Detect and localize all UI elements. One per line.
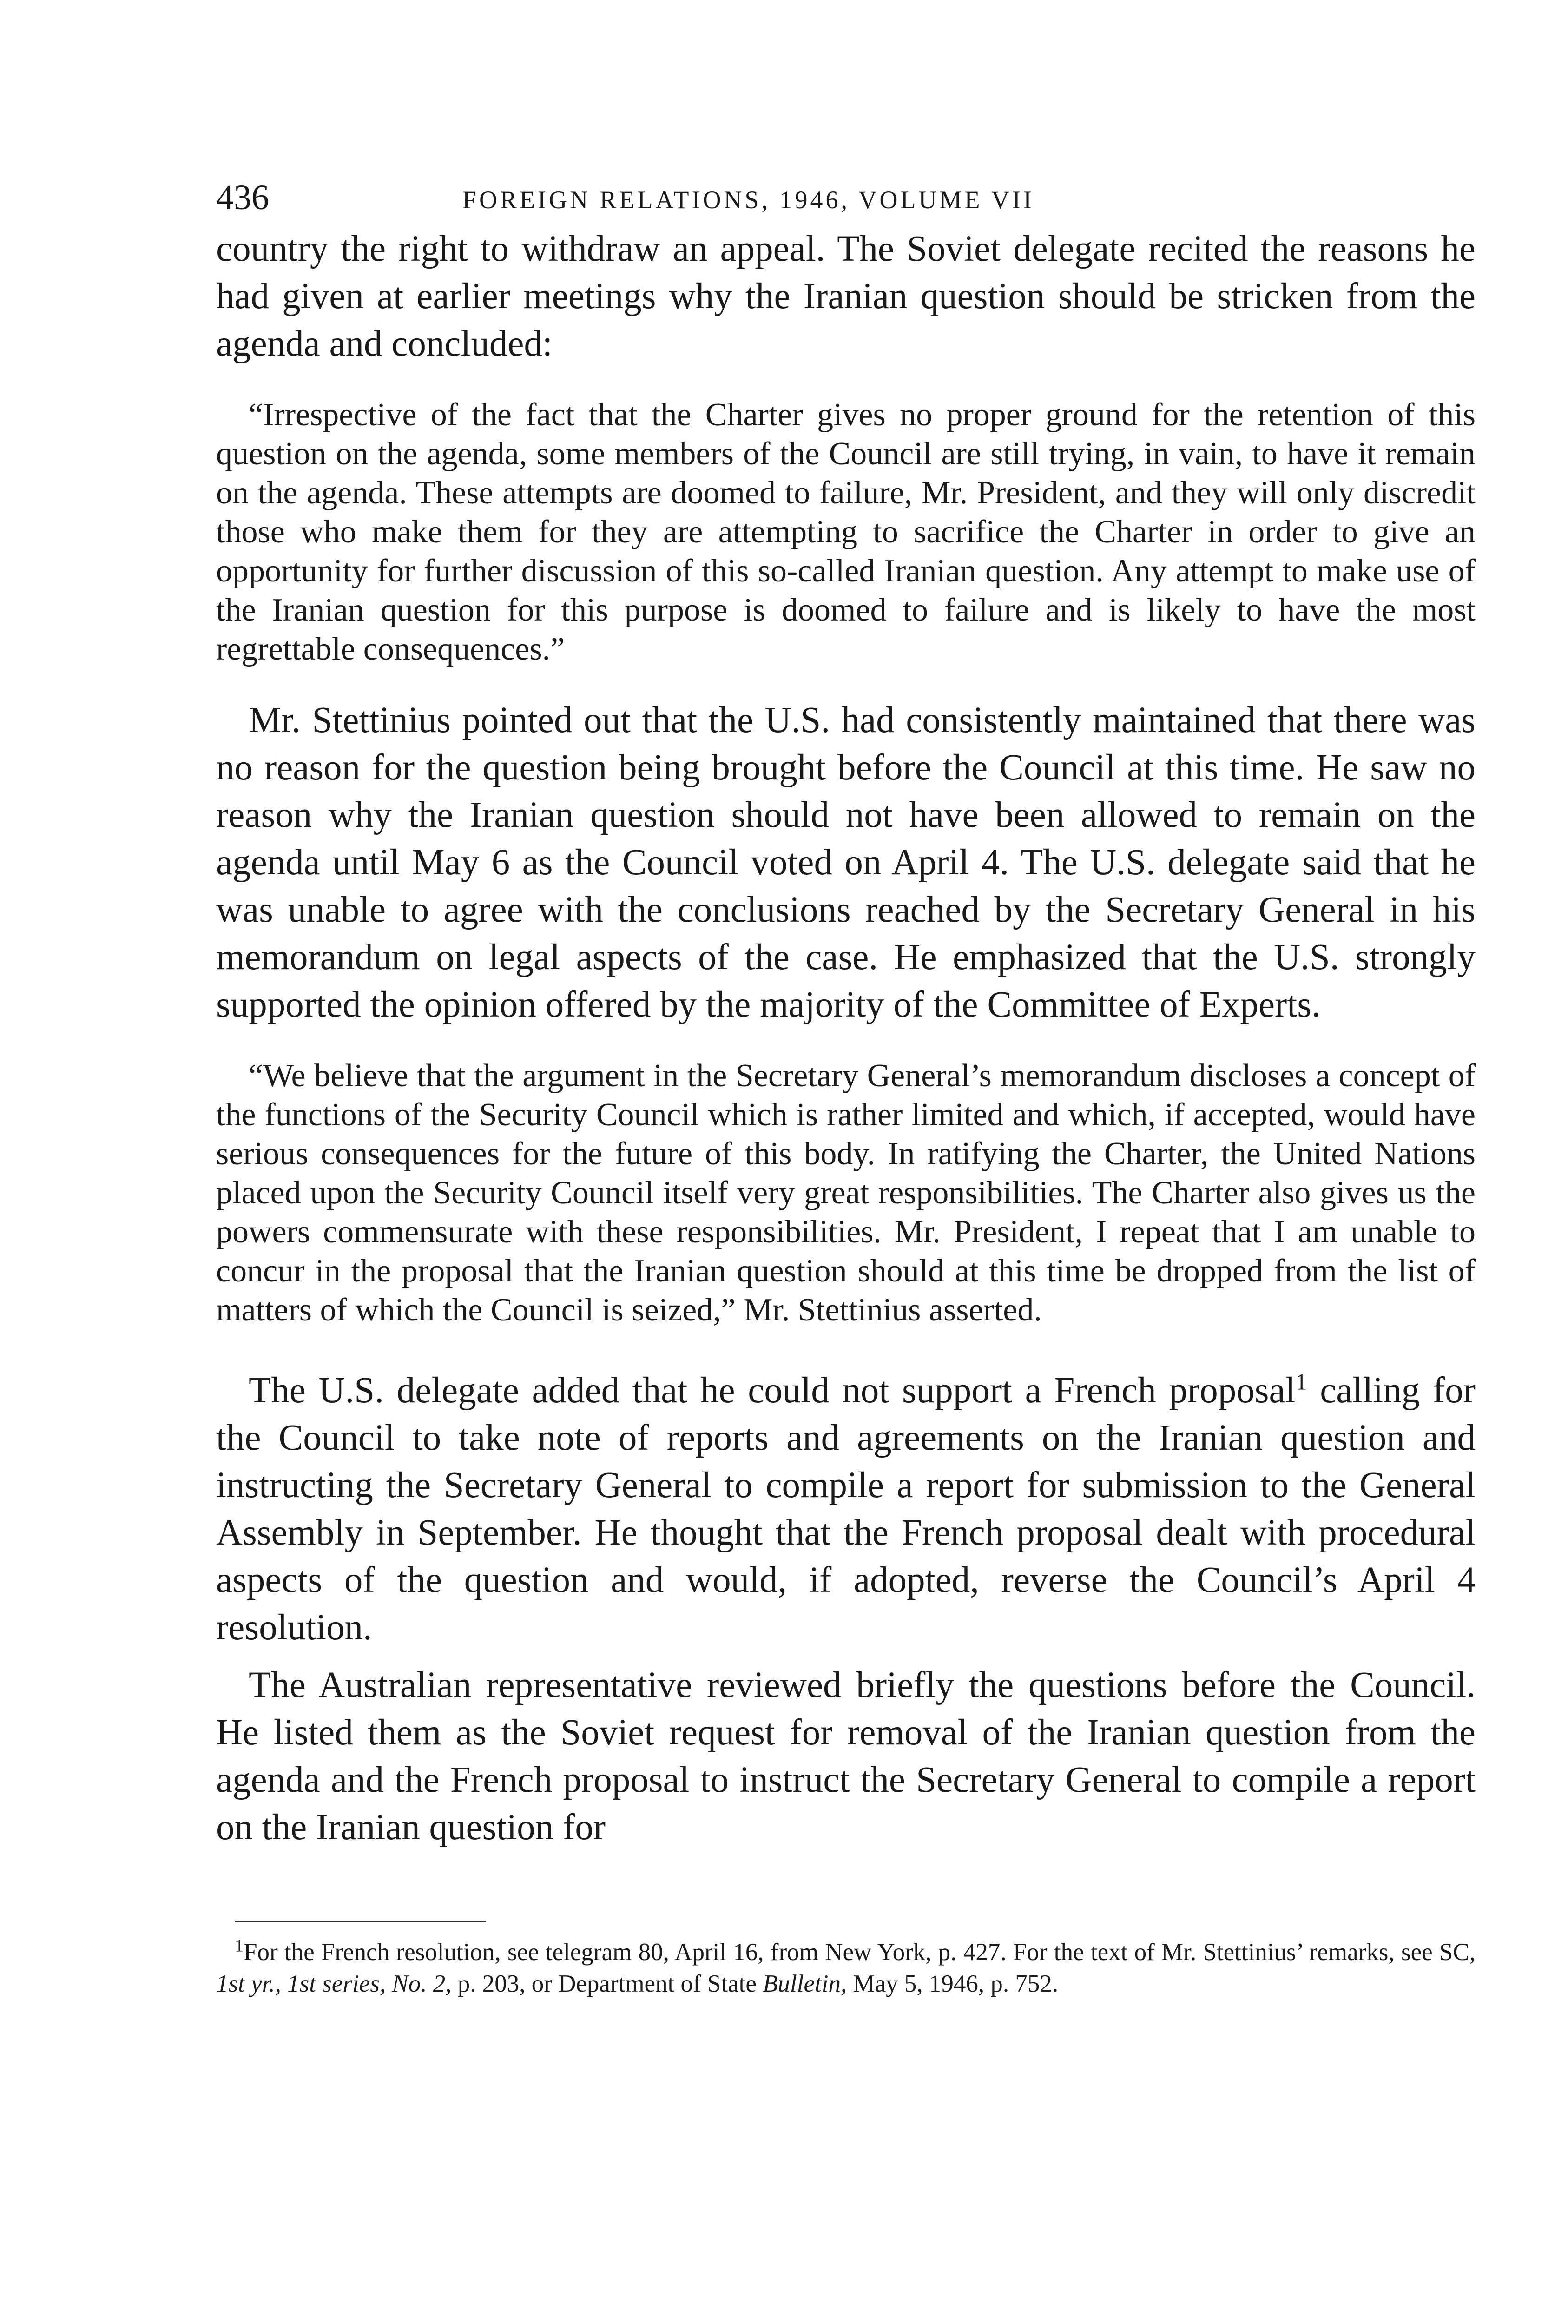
paragraph-french-proposal	[216, 1367, 1476, 1651]
document-page	[216, 174, 1476, 2000]
footnote-reference-mark: 1	[1295, 1368, 1307, 1395]
footnotes	[216, 1936, 1476, 2000]
quote-soviet-statement: “Irrespective of the fact that the Charter gives no proper ground for the retention of this question on the agenda, some members of the Council are still trying, in vain, to have it remain on the agenda. These attempts are doomed to failure, Mr. President, and they will only discredit those who make them for they are attempting to sacrifice the Charter in order to give an opportunity for further discussion of this so-called Iranian question. Any attempt to make use of the Iranian question for this purpose is doomed to failure and is likely to have the most regrettable consequences.”	[216, 397, 1476, 667]
footnote-1	[216, 1936, 1476, 2000]
footnote-citation-italic: 1st yr., 1st series, No. 2,	[216, 1970, 452, 1997]
page-header	[216, 174, 1476, 225]
footnote-text: p. 203, or Department of State	[451, 1970, 763, 1997]
footnote-publication-italic: Bulletin,	[763, 1970, 847, 1997]
paragraph-soviet-delegate: country the right to withdraw an appeal. The Soviet delegate recited the reasons he had given at earlier meetings why the Iranian question should be stricken from the agenda and concluded:	[216, 229, 1476, 364]
running-head: FOREIGN RELATIONS, 1946, VOLUME VII	[462, 186, 1034, 214]
footnote-text: For the French resolution, see telegram 80, April 16, from New York, p. 427. For the text of Mr. Stettinius’ remarks, see SC,	[244, 1939, 1476, 1966]
paragraph-text: The U.S. delegate added that he could not support a French proposal	[249, 1370, 1296, 1411]
paragraph-stettinius: Mr. Stettinius pointed out that the U.S. had consistently maintained that there was no reason for the question being brought before the Council at this time. He saw no reason why the Iranian question should not have been allowed to remain on the agenda until May 6 as the Council voted on April 4. The U.S. delegate said that he was unable to agree with the conclusions reached by the Secretary General in his memorandum on legal aspects of the case. He emphasized that the U.S. strongly supported the opinion offered by the majority of the Committee of Experts.	[216, 700, 1476, 1025]
footnote-text: May 5, 1946, p. 752.	[847, 1970, 1059, 1997]
footnote-divider	[235, 1921, 486, 1922]
paragraph-text: calling for the Council to take note of reports and agreements on the Iranian question and instructing the Secretary General to compile a report for submission to the General Assembly in September. He thought that the French proposal dealt with procedural aspects of the question and would, if adopted, reverse the Council’s April 4 resolution.	[216, 1370, 1476, 1648]
paragraph-australian-representative: The Australian representative reviewed briefly the questions before the Council. He listed them as the Soviet request for removal of the Iranian question from the agenda and the French proposal to instruct the Secretary General to compile a report on the Iranian question for	[216, 1665, 1476, 1848]
footnote-mark: 1	[235, 1936, 244, 1956]
quote-stettinius-statement: “We believe that the argument in the Secretary General’s memorandum discloses a concept of the functions of the Security Council which is rather limited and which, if accepted, would have serious consequences for the future of this body. In ratifying the Charter, the United Nations placed upon the Security Council itself very great responsibilities. The Charter also gives us the powers commensurate with these responsibilities. Mr. President, I repeat that I am unable to concur in the proposal that the Iranian question should at this time be dropped from the list of matters of which the Council is seized,” Mr. Stettinius asserted.	[216, 1058, 1476, 1328]
page-number: 436	[216, 178, 269, 217]
